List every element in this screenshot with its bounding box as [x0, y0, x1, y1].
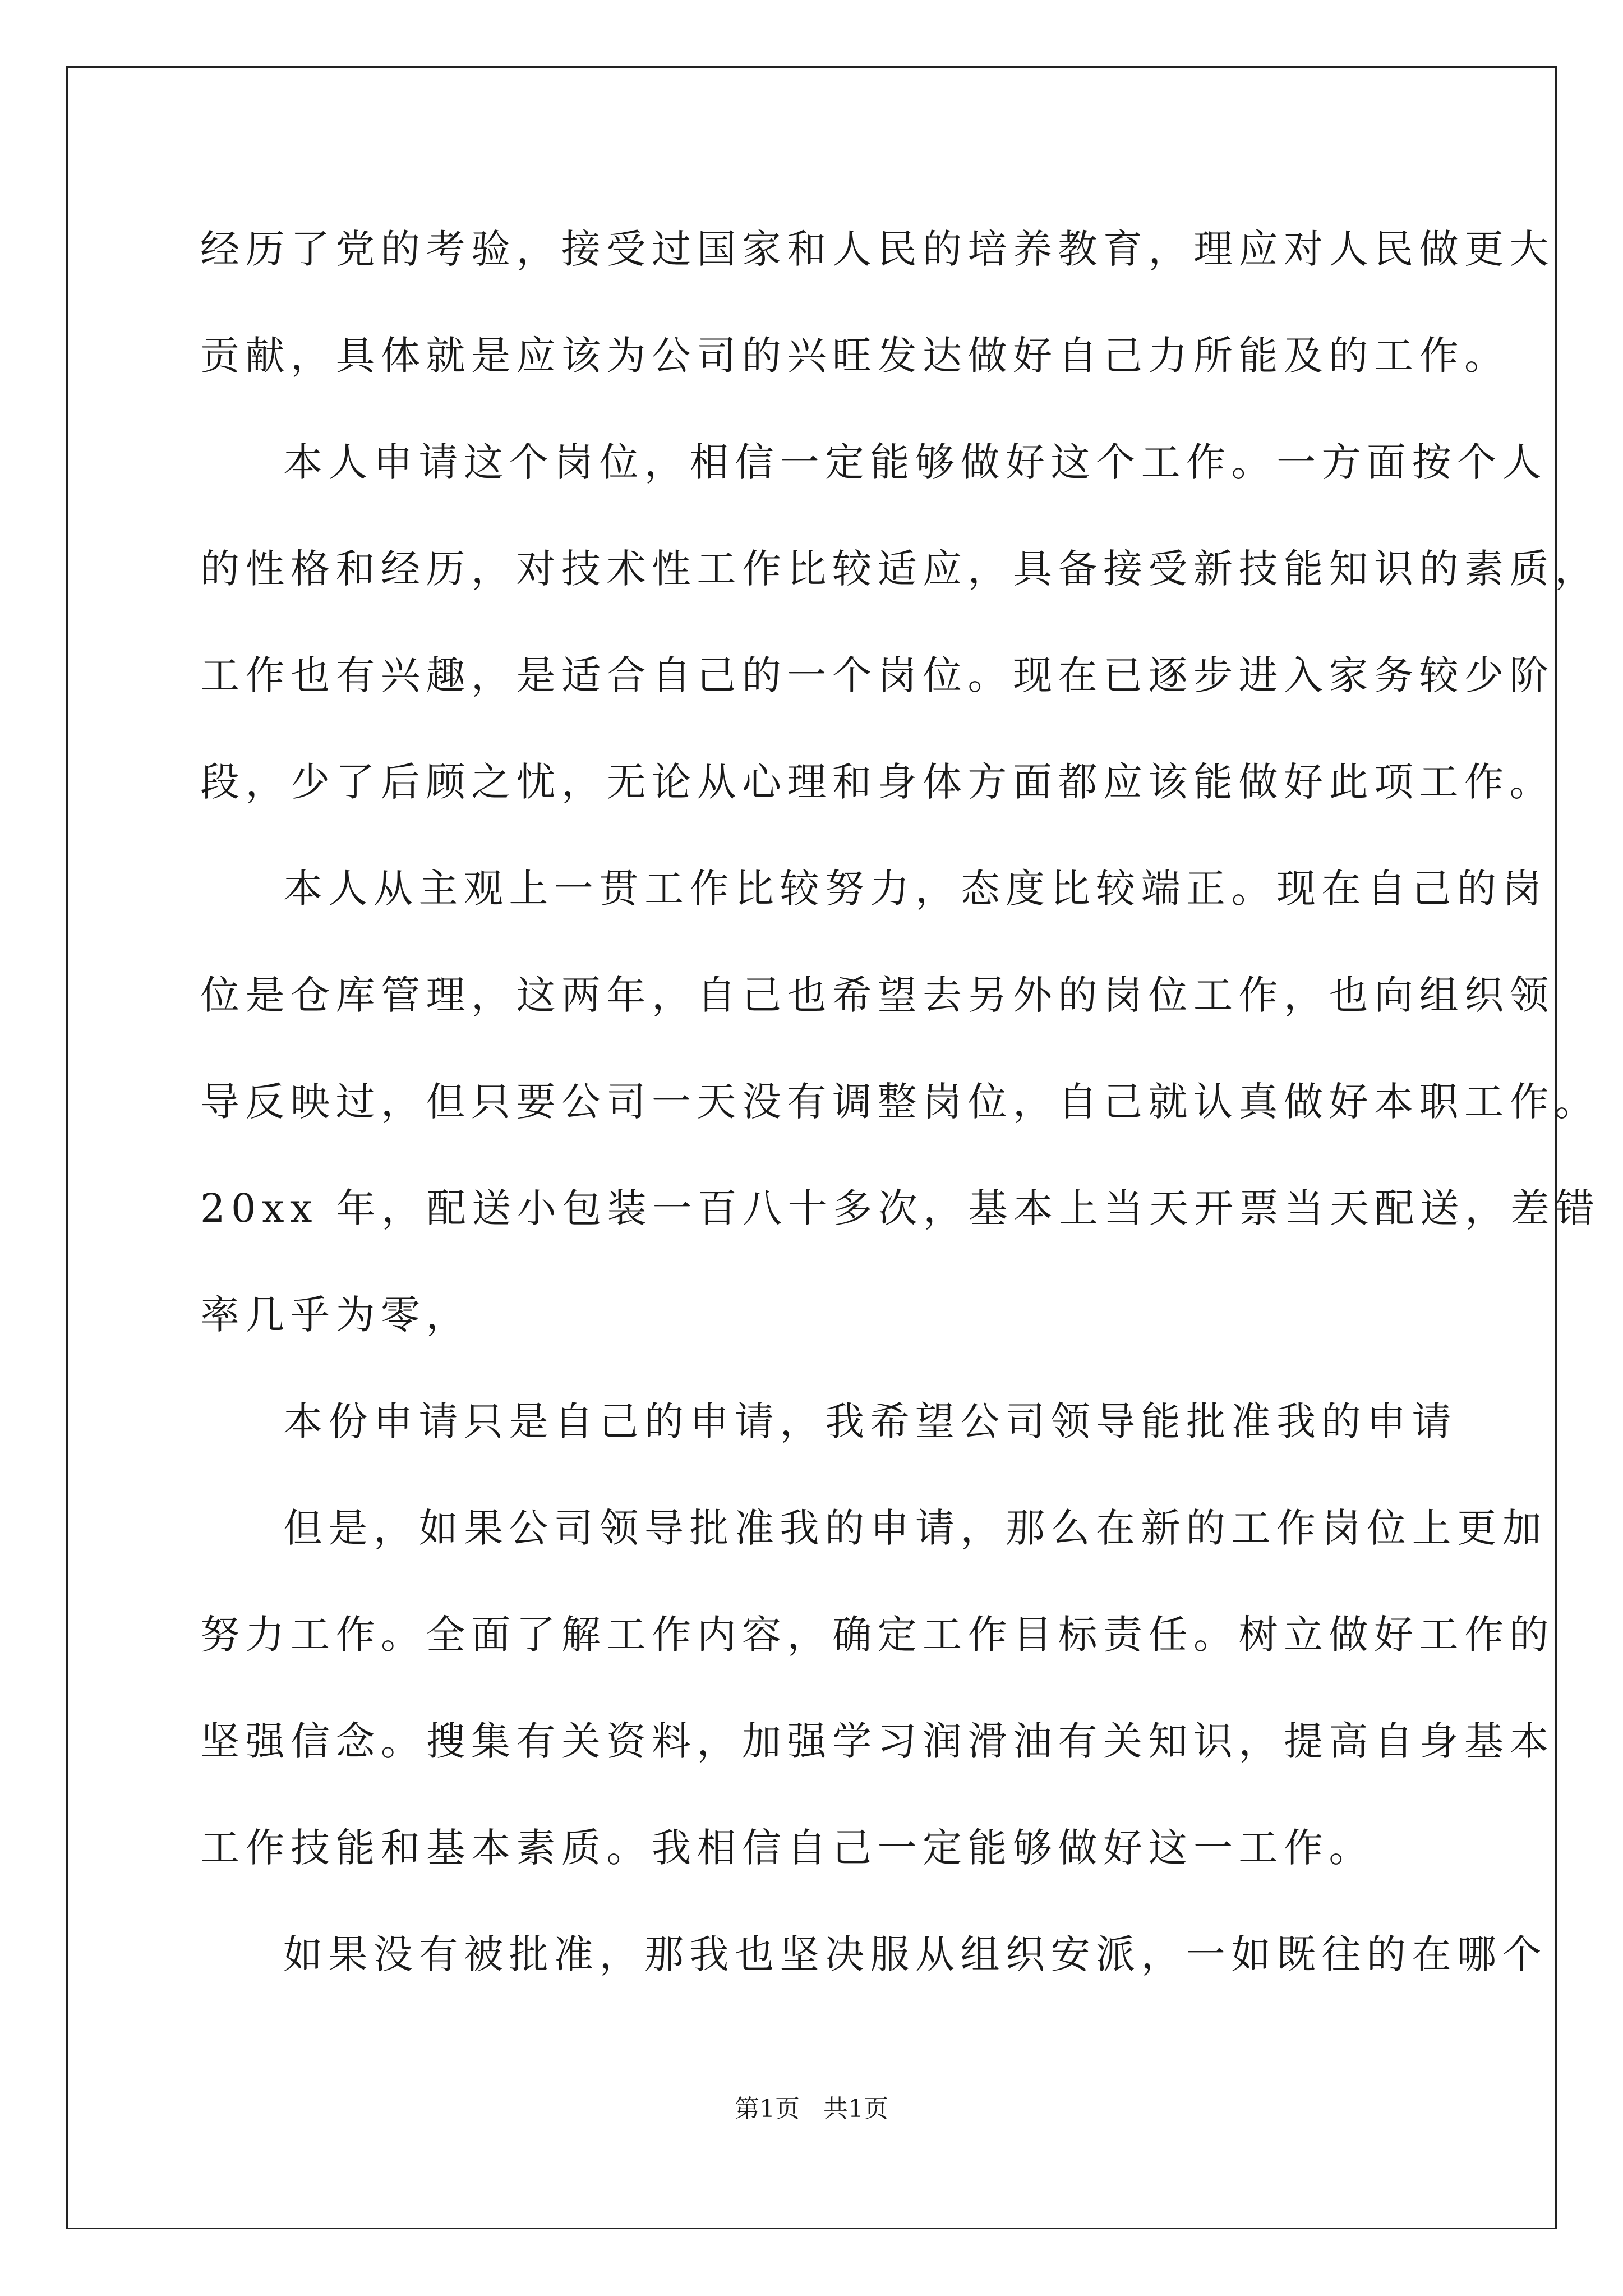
text-line-14: 努力工作。全面了解工作内容，确定工作目标责任。树立做好工作的 — [200, 1612, 1555, 1658]
text-line-15: 坚强信念。搜集有关资料，加强学习润滑油有关知识，提高自身基本 — [200, 1718, 1555, 1764]
text-line-11: 率几乎为零， — [200, 1292, 471, 1338]
text-line-1: 经历了党的考验，接受过国家和人民的培养教育，理应对人民做更大 — [200, 226, 1555, 272]
text-line-7: 本人从主观上一贯工作比较努力，态度比较端正。现在自己的岗 — [283, 866, 1547, 912]
text-line-4: 的性格和经历，对技术性工作比较适应，具备接受新技能知识的素质， — [200, 546, 1600, 592]
text-line-8: 位是仓库管理，这两年，自己也希望去另外的岗位工作，也向组织领 — [200, 972, 1555, 1018]
text-line-2: 贡献，具体就是应该为公司的兴旺发达做好自己力所能及的工作。 — [200, 333, 1510, 379]
text-line-5: 工作也有兴趣，是适合自己的一个岗位。现在已逐步进入家务较少阶 — [200, 652, 1555, 698]
text-line-9: 导反映过，但只要公司一天没有调整岗位，自己就认真做好本职工作。 — [200, 1079, 1600, 1125]
text-line-13: 但是，如果公司领导批准我的申请，那么在新的工作岗位上更加 — [283, 1505, 1547, 1551]
document-body — [200, 216, 1601, 2028]
page-number-footer: 第1页 共1页 — [735, 2095, 888, 2123]
text-line-16: 工作技能和基本素质。我相信自己一定能够做好这一工作。 — [200, 1825, 1374, 1871]
text-line-10: 20xx 年，配送小包装一百八十多次，基本上当天开票当天配送，差错 — [200, 1185, 1601, 1231]
text-line-3: 本人申请这个岗位，相信一定能够做好这个工作。一方面按个人 — [283, 439, 1547, 485]
text-line-17: 如果没有被批准，那我也坚决服从组织安派，一如既往的在哪个 — [283, 1931, 1547, 1977]
text-line-6: 段，少了后顾之忧，无论从心理和身体方面都应该能做好此项工作。 — [200, 759, 1555, 805]
text-line-12: 本份申请只是自己的申请，我希望公司领导能批准我的申请 — [283, 1398, 1457, 1444]
